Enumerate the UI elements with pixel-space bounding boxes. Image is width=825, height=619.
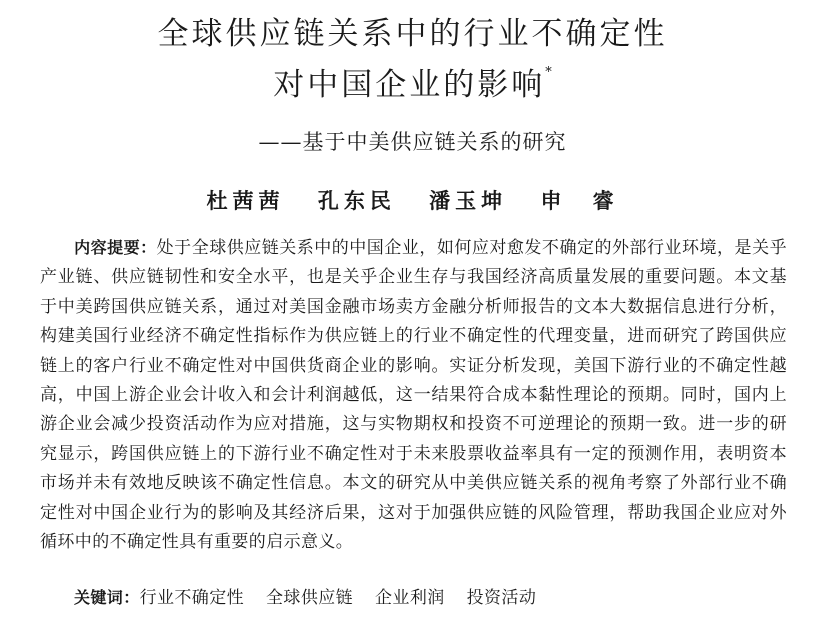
title-footnote-marker: * xyxy=(545,65,552,80)
author-name: 孔东民 xyxy=(317,188,396,213)
keyword: 行业不确定性 xyxy=(139,588,245,608)
keyword: 企业利润 xyxy=(375,588,445,608)
paper-title-line1: 全球供应链关系中的行业不确定性 xyxy=(157,16,668,52)
keywords-block xyxy=(74,583,558,613)
title-line2-text: 对中国企业的影响 xyxy=(273,67,546,103)
author-name: 杜茜茜 xyxy=(206,188,285,213)
abstract-label: 内容提要： xyxy=(74,238,157,257)
keyword: 投资活动 xyxy=(466,588,537,608)
author-name: 潘玉坤 xyxy=(429,188,508,213)
keywords-label: 关键词： xyxy=(74,588,140,607)
author-name: 申 睿 xyxy=(540,188,619,213)
author-list xyxy=(0,190,825,211)
paper-subtitle: ——基于中美供应链关系的研究 xyxy=(258,130,567,154)
abstract-block xyxy=(40,233,787,557)
keyword: 全球供应链 xyxy=(266,588,354,608)
abstract-text: 处于全球供应链关系中的中国企业，如何应对愈发不确定的外部行业环境，是关乎产业链、供应链韧性和安全水平，也是关乎企业生存与我国经济高质量发展的重要问题。本文基于中美跨国供应链关系，通过对美国金融市场卖方金融分析师报告的文本大数据信息进行分析，构建美国行业经济不确定性指标作为供应链上的行业不确定性的代理变量，进而研究了跨国供应链上的客户行业不确定性对中国供货商企业的影响。实证分析发现，美国下游行业的不确定性越高，中国上游企业会计收入和会计利润越低，这一结果符合成本黏性理论的预期。同时，国内上游企业会减少投资活动作为应对措施，这与实物期权和投资不可逆理论的预期一致。进一步的研究显示，跨国供应链上的下游行业不确定性对于未来股票收益率具有一定的预测作用，表明资本市场并未有效地反映该不确定性信息。本文的研究从中美供应链关系的视角考察了外部行业不确定性对中国企业行为的影响及其经济后果，这对于加强供应链的风险管理，帮助我国企业应对外循环中的不确定性具有重要的启示意义。 xyxy=(40,238,787,553)
paper-title-line2 xyxy=(0,65,825,103)
